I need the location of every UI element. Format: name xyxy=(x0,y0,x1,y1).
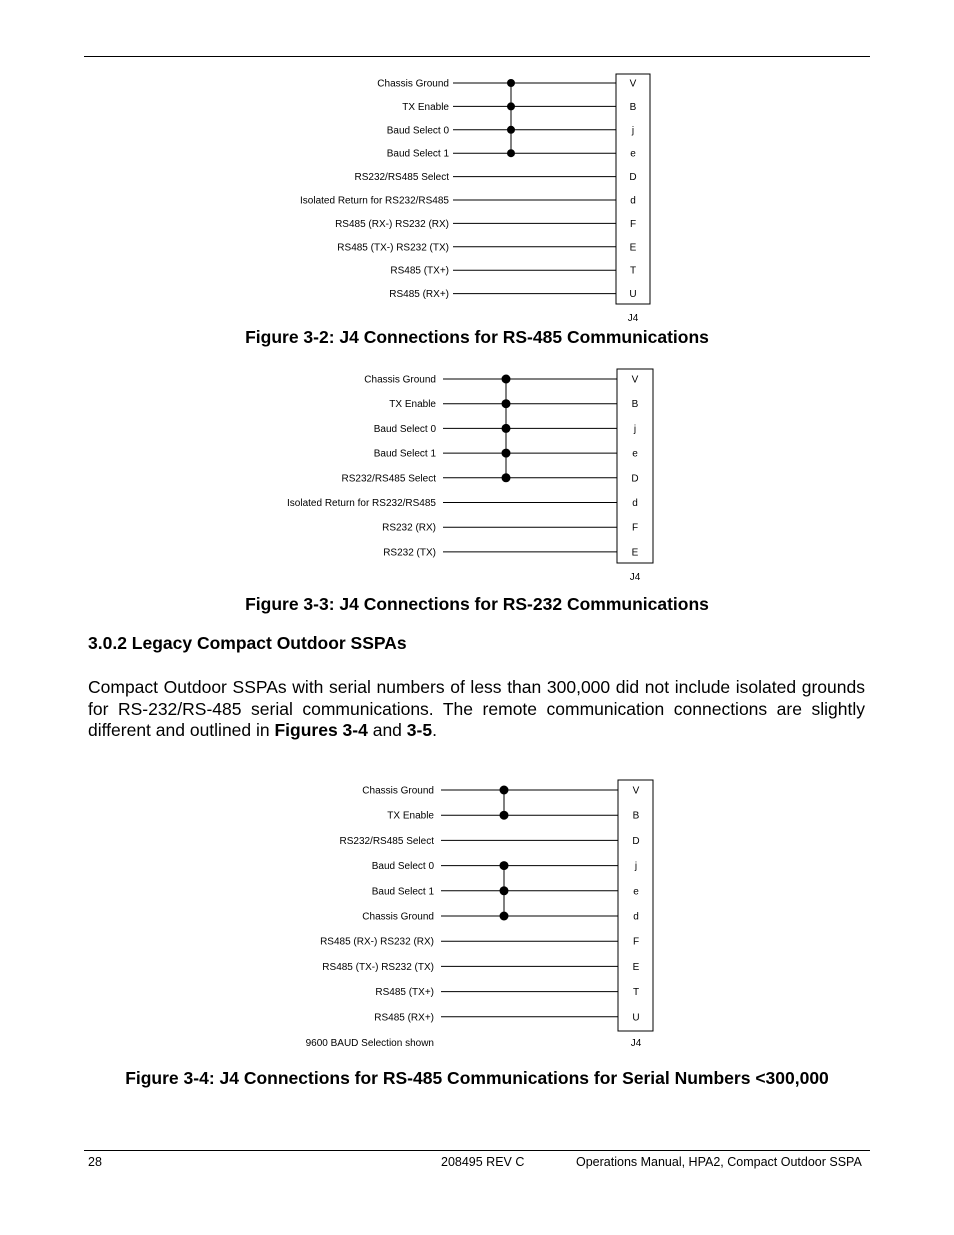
signal-label: TX Enable xyxy=(402,101,449,113)
signal-label: RS485 (RX+) xyxy=(389,289,449,301)
paragraph-text: Compact Outdoor SSPAs with serial numbers of less than 300,000 did not include isolated grounds for RS-232/RS-485 serial communications. The remote communication connections are slightly different and outlined in xyxy=(88,677,865,741)
pin-label: F xyxy=(631,522,639,534)
pin-label: D xyxy=(631,473,639,485)
pin-label: E xyxy=(629,242,637,254)
pin-label: e xyxy=(633,886,639,898)
signal-label: Chassis Ground xyxy=(364,374,436,386)
signal-label: RS485 (TX+) xyxy=(390,265,449,277)
pin-label: B xyxy=(632,810,640,822)
connector-j4-label: J4 xyxy=(630,1038,642,1049)
pin-label: V xyxy=(629,78,637,90)
pin-label: V xyxy=(631,374,639,386)
pin-label: T xyxy=(632,987,640,999)
signal-label: Chassis Ground xyxy=(362,785,434,797)
junction-dot xyxy=(500,861,509,870)
signal-label: RS232/RS485 Select xyxy=(339,835,434,847)
signal-label: Baud Select 1 xyxy=(371,886,434,898)
junction-dot xyxy=(500,886,509,895)
signal-label: Baud Select 1 xyxy=(386,148,449,160)
baud-selection-note: 9600 BAUD Selection shown xyxy=(305,1038,434,1049)
signal-label: RS232 (RX) xyxy=(382,522,436,534)
pin-label: F xyxy=(632,936,640,948)
pin-label: d xyxy=(630,195,636,207)
pin-label: V xyxy=(632,785,640,797)
paragraph-text: and xyxy=(367,720,407,741)
signal-label: RS485 (TX-) RS232 (TX) xyxy=(337,242,449,254)
pin-label: U xyxy=(632,1012,640,1024)
pin-label: E xyxy=(632,961,640,973)
section-heading: 3.0.2 Legacy Compact Outdoor SSPAs xyxy=(88,633,407,653)
signal-label: RS485 (TX-) RS232 (TX) xyxy=(322,961,434,973)
signal-label: RS232 (TX) xyxy=(383,547,436,559)
junction-dot xyxy=(500,811,509,820)
pin-label: T xyxy=(629,265,637,277)
pin-label: e xyxy=(632,448,638,460)
manual-title: Operations Manual, HPA2, Compact Outdoor SSPA xyxy=(576,1155,862,1169)
junction-dot xyxy=(500,786,509,795)
signal-label: Isolated Return for RS232/RS485 xyxy=(287,498,436,509)
figure-3-2-caption: Figure 3-2: J4 Connections for RS-485 Communications xyxy=(245,327,709,347)
figure-3-4-caption: Figure 3-4: J4 Connections for RS-485 Communications for Serial Numbers <300,000 xyxy=(125,1068,829,1088)
pin-label: d xyxy=(633,911,639,923)
pin-label: F xyxy=(629,218,637,230)
signal-label: Chassis Ground xyxy=(362,911,434,923)
signal-label: RS485 (RX+) xyxy=(374,1012,434,1024)
pin-label: j xyxy=(633,423,637,435)
footer-rule xyxy=(84,1150,870,1151)
paragraph-text: . xyxy=(432,720,437,741)
signal-label: TX Enable xyxy=(387,810,434,822)
pin-label: E xyxy=(631,547,639,559)
figure-ref-3-4: Figures 3-4 xyxy=(274,720,368,741)
signal-label: Chassis Ground xyxy=(377,78,449,90)
pin-label: U xyxy=(629,289,637,301)
signal-label: RS485 (RX-) RS232 (RX) xyxy=(335,218,449,230)
pin-label: B xyxy=(631,399,639,411)
signal-label: Baud Select 0 xyxy=(371,861,434,873)
pin-label: d xyxy=(632,498,638,509)
signal-label: RS485 (TX+) xyxy=(375,987,434,999)
pin-label: j xyxy=(631,125,635,137)
figure-ref-3-5: 3-5 xyxy=(406,720,433,741)
pin-label: D xyxy=(632,835,640,847)
junction-dot xyxy=(500,912,509,921)
figure-3-3-caption: Figure 3-3: J4 Connections for RS-232 Communications xyxy=(245,594,709,614)
connector-j4-label: J4 xyxy=(629,572,641,583)
signal-label: Baud Select 0 xyxy=(373,423,436,435)
signal-label: Baud Select 0 xyxy=(386,125,449,137)
document-number: 208495 REV C xyxy=(441,1155,525,1169)
pin-label: e xyxy=(630,148,636,160)
signal-label: TX Enable xyxy=(389,399,436,411)
pin-label: D xyxy=(629,172,637,184)
signal-label: Isolated Return for RS232/RS485 xyxy=(300,195,449,207)
pin-label: B xyxy=(629,101,637,113)
signal-label: Baud Select 1 xyxy=(373,448,436,460)
signal-label: RS485 (RX-) RS232 (RX) xyxy=(320,936,434,948)
connector-j4-label: J4 xyxy=(627,313,639,324)
page-number: 28 xyxy=(88,1155,102,1169)
signal-label: RS232/RS485 Select xyxy=(341,473,436,485)
signal-label: RS232/RS485 Select xyxy=(354,172,449,184)
pin-label: j xyxy=(634,861,638,873)
